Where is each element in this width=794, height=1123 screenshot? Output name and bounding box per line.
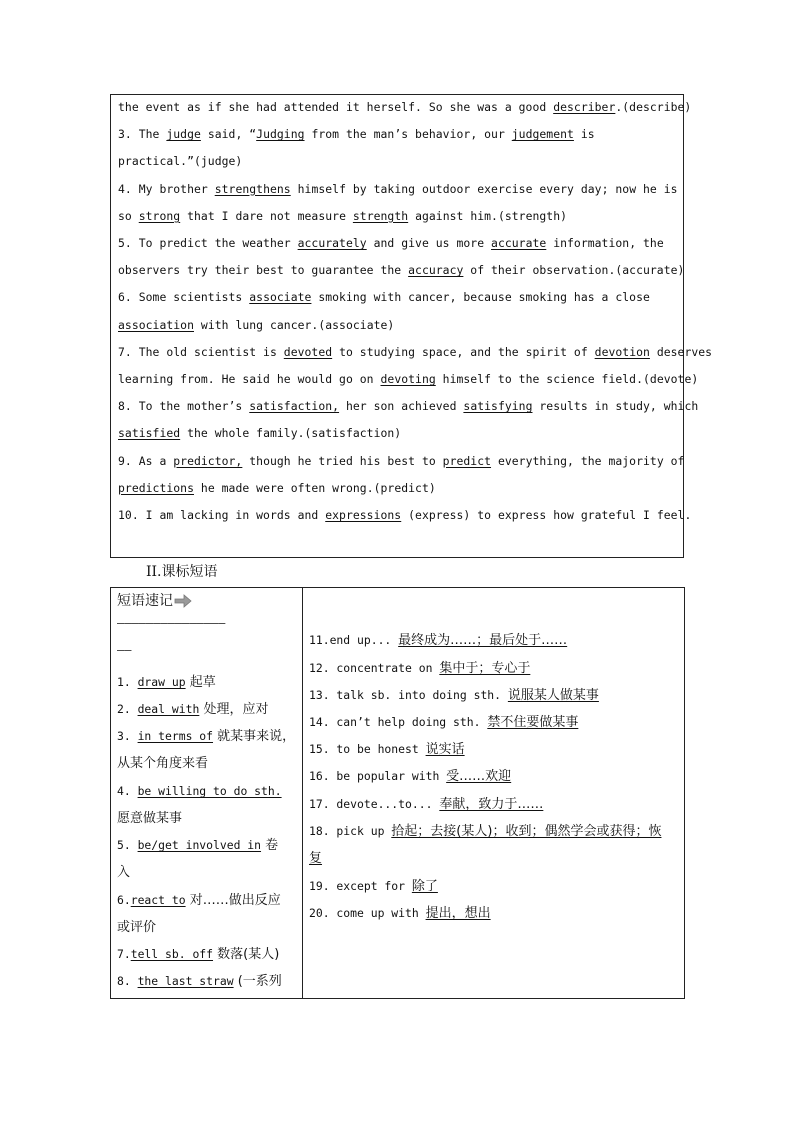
exercise-line [118, 343, 713, 361]
line-text: (一系列 [233, 974, 282, 989]
dash-line: ——————————————— [117, 616, 226, 630]
arrow-right-icon [174, 594, 192, 608]
line-text: 3. [117, 729, 138, 743]
phrase-item-left [117, 808, 182, 828]
line-text: 17. devote...to... [309, 797, 440, 811]
answer-text: 拾起；去接(某人)；收到；偶然学会或获得；恢 [391, 824, 662, 839]
answer-text: 最终成为……；最后处于…… [398, 633, 568, 648]
line-text: 9. As a [118, 453, 174, 468]
phrase-item-right [309, 848, 322, 868]
exercise-line [118, 152, 680, 170]
line-text: 19. except for [309, 879, 412, 893]
section-heading: II.课标短语 [146, 564, 218, 580]
exercise-line [118, 397, 699, 415]
line-text: with lung cancer.(associate) [194, 317, 395, 332]
answer-text: be/get involved in [137, 838, 262, 852]
line-text: himself by taking outdoor exercise every day; now he is [290, 181, 678, 196]
answer-text: judge [166, 127, 201, 142]
exercise-line [118, 370, 699, 388]
line-text: 2. [117, 702, 138, 716]
line-text: of their observation.(accurate) [463, 263, 685, 278]
phrase-item-right [309, 876, 438, 896]
line-text: 愿意做某事 [117, 811, 183, 826]
phrase-table [110, 587, 685, 999]
answer-text: the last straw [137, 974, 234, 988]
answer-text: 受……欢迎 [446, 769, 512, 784]
line-text: 从某个角度来看 [117, 756, 209, 771]
line-text: 4. My brother [118, 181, 215, 196]
line-text: practical.”(judge) [118, 154, 243, 169]
line-text: the event as if she had attended it herself. So she was a good [118, 100, 554, 114]
line-text: her son achieved [339, 399, 464, 414]
line-text: 或评价 [117, 920, 157, 935]
phrase-item-left [117, 726, 295, 746]
line-text: himself to the science field.(devote) [435, 372, 699, 386]
answer-text: predictions [118, 480, 194, 495]
exercise-line [118, 506, 692, 524]
answer-text: 禁不住要做某事 [487, 715, 579, 730]
answer-text: 说服某人做某事 [507, 688, 599, 703]
speed-note-text: 短语速记 [117, 593, 173, 609]
line-text: deserves [649, 344, 713, 359]
line-text: 12. concentrate on [309, 661, 440, 675]
phrase-item-left [117, 890, 281, 910]
answer-text: satisfying [463, 399, 533, 414]
line-text: said, “ [200, 127, 257, 142]
answer-text: associate [249, 290, 312, 305]
line-text: from the man’s behavior, our [304, 127, 512, 142]
line-text: everything, the majority of [491, 453, 685, 468]
line-text: 数落(某人) [213, 947, 280, 962]
answer-text: describer [553, 100, 616, 114]
line-text: 3. The [118, 127, 167, 142]
line-text: 8. [117, 974, 138, 988]
line-text: that I dare not measure [180, 208, 353, 223]
answer-text: be willing to do sth. [137, 784, 282, 798]
phrase-item-right [309, 794, 543, 814]
phrase-item-right [309, 739, 465, 759]
exercise-line [118, 261, 685, 279]
line-text: observers try their best to guarantee the [118, 263, 409, 278]
line-text: 起草 [185, 675, 216, 690]
line-text: 16. be popular with [309, 769, 447, 783]
phrase-item-left [117, 753, 208, 773]
answer-text: devotion [594, 344, 650, 359]
line-text: 4. [117, 784, 138, 798]
line-text: 20. come up with [309, 906, 426, 920]
line-text: 14. can’t help doing sth. [309, 715, 488, 729]
exercise-line [118, 288, 680, 306]
phrase-item-right [309, 712, 578, 732]
answer-text: 奉献，致力于…… [439, 797, 544, 812]
line-text: .(describe) [615, 100, 692, 114]
answer-text: strengthens [214, 181, 291, 196]
dash-line: —— [117, 643, 132, 657]
exercise-line [118, 125, 680, 143]
line-text: 13. talk sb. into doing sth. [309, 688, 508, 702]
line-text: smoking with cancer, because smoking has a close [311, 290, 650, 305]
phrase-item-right [309, 630, 567, 650]
line-text: (express) to express how grateful I feel. [401, 508, 692, 522]
answer-text: react to [130, 893, 186, 907]
answer-text: 提出，想出 [425, 906, 491, 921]
phrase-item-left [117, 672, 216, 692]
line-text: 处理，应对 [199, 702, 269, 717]
line-text: 10. I am lacking in words and [118, 508, 326, 522]
answer-text: accuracy [408, 263, 464, 278]
line-text: 7. [117, 947, 131, 961]
answer-text: association [118, 317, 194, 332]
exercise-line [118, 234, 680, 252]
answer-text: 集中于；专心于 [439, 661, 531, 676]
phrase-item-right [309, 685, 599, 705]
phrase-item-left [117, 944, 279, 964]
answer-text: predictor, [173, 453, 243, 468]
answer-text: 除了 [411, 879, 438, 894]
answer-text: strength [352, 208, 409, 223]
line-text: so [118, 208, 139, 223]
exercise-line [118, 424, 680, 442]
answer-text: satisfaction, [249, 399, 340, 414]
exercise-line [118, 452, 685, 470]
answer-text: draw up [137, 675, 186, 689]
line-text: 5. To predict the weather [118, 236, 298, 250]
line-text: results in study, which [532, 399, 699, 414]
line-text: 1. [117, 675, 138, 689]
line-text: 6. Some scientists [118, 290, 250, 305]
answer-text: predict [442, 453, 492, 468]
answer-text: accurately [297, 236, 367, 250]
answer-text: in terms of [137, 729, 214, 743]
answer-text: devoting [380, 372, 436, 386]
line-text: information, the [546, 236, 664, 250]
line-text: 就某事来说， [213, 729, 296, 744]
line-text: learning from. He said he would go on [118, 372, 381, 386]
phrase-item-right [309, 903, 491, 923]
phrase-item-right [309, 821, 661, 841]
phrase-item-left [117, 862, 130, 882]
line-text: 卷 [261, 838, 279, 853]
answer-text: devoted [283, 344, 333, 359]
exercise-line [118, 180, 680, 198]
answer-text: 说实话 [425, 742, 465, 757]
exercise-line [118, 479, 680, 497]
answer-text: expressions [325, 508, 402, 522]
line-text: against him.(strength) [408, 208, 568, 223]
line-text: 15. to be honest [309, 742, 426, 756]
phrase-item-left [117, 781, 282, 801]
line-text: the whole family.(satisfaction) [180, 426, 402, 441]
table-divider [302, 588, 303, 998]
answer-text: satisfied [118, 426, 181, 441]
phrase-item-left [117, 971, 282, 991]
phrase-item-left [117, 917, 156, 937]
line-text: 6. [117, 893, 131, 907]
line-text: is [573, 127, 595, 142]
exercise-line [118, 207, 680, 225]
line-text: 11.end up... [309, 633, 399, 647]
phrase-item-right [309, 658, 530, 678]
line-text: though he tried his best to [242, 453, 443, 468]
line-text: 8. To the mother’s [118, 399, 250, 414]
line-text: he made were often wrong.(predict) [194, 480, 436, 495]
answer-text: judgement [511, 127, 574, 142]
phrase-item-left [117, 835, 278, 855]
line-text: to studying space, and the spirit of [332, 344, 595, 359]
line-text: 入 [117, 865, 131, 880]
answer-text: strong [138, 208, 181, 223]
answer-text: 复 [309, 851, 323, 866]
exercise-line [118, 316, 680, 334]
line-text: and give us more [366, 236, 492, 250]
exercise-line [118, 98, 692, 116]
answer-text: Judging [256, 127, 305, 142]
phrase-item-right [309, 766, 511, 786]
line-text: 对……做出反应 [185, 893, 281, 908]
line-text: 7. The old scientist is [118, 344, 284, 359]
answer-text: deal with [137, 702, 200, 716]
answer-text: accurate [491, 236, 547, 250]
phrase-item-left [117, 699, 268, 719]
answer-text: tell sb. off [130, 947, 214, 961]
line-text: 18. pick up [309, 824, 392, 838]
speed-note-label [117, 590, 192, 612]
exercise-box [110, 94, 713, 558]
line-text: 5. [117, 838, 138, 852]
